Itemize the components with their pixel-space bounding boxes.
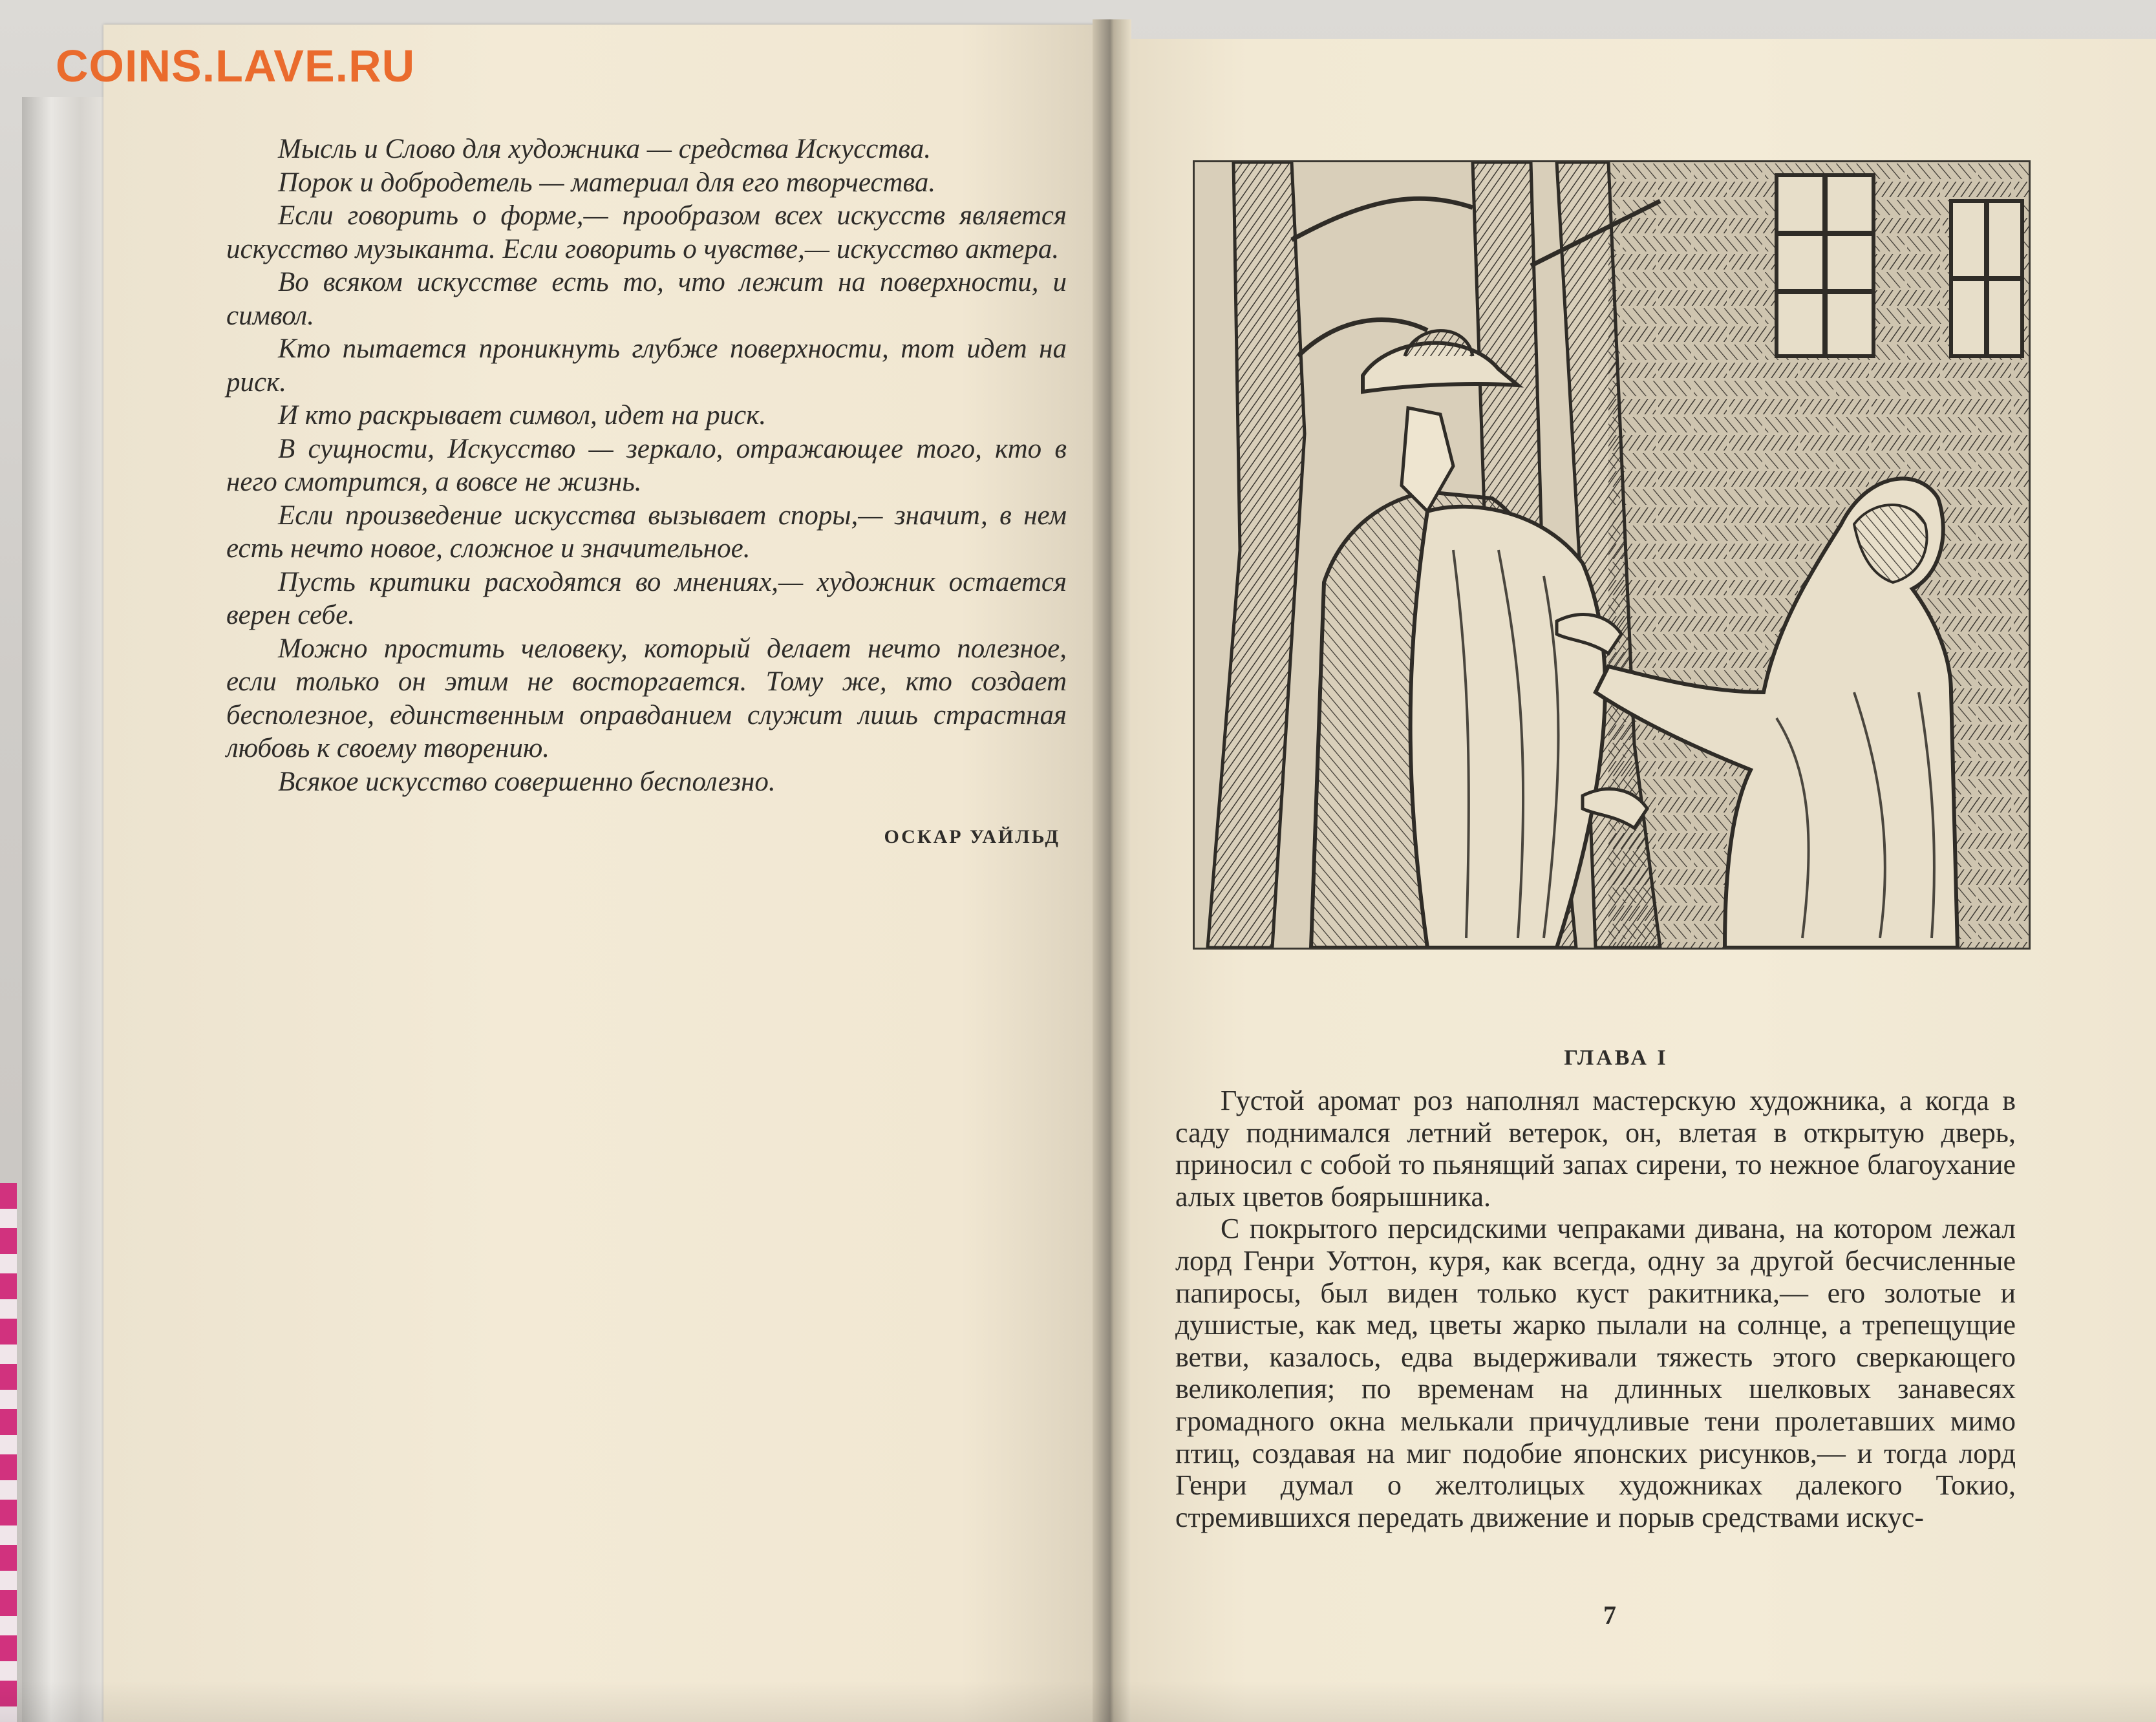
epigraph-line: Можно простить человеку, который делает нечто полезное, если только он этим не восторгается. Тому же, кто создает бесполезное, единственным оправданием служит лишь страстная любовь к своему творению. (226, 633, 1067, 763)
epigraph-line: Если произведение искусства вызывает споры,— значит, в нем есть нечто новое, сложное и значительное. (226, 500, 1067, 564)
bottom-shadow (0, 1681, 2156, 1722)
watermark-text: COINS.LAVE.RU (56, 41, 416, 91)
paragraph: С покрытого персидскими чепраками дивана, на котором лежал лорд Генри Уоттон, куря, как всегда, одну за другой бесчисленные папиросы, был виден только куст ракитника,— его золотые и душистые, как мед, цветы жарко пылали на солнце, а трепещущие ветви, казалось, едва выдерживали тяжесть этого сверкающего великолепия; по временам на длинных шелковых занавесях громадного окна мелькали причудливые тени пролетавших мимо птиц, создавая на миг подобие японских рисунков,— и тогда лорд Генри думал о желтолицых художниках далекого Токио, стремившихся передать движение и порыв средствами искус- (1175, 1213, 2016, 1533)
epigraph-line: Кто пытается проникнуть глубже поверхности, тот идет на риск. (226, 334, 1067, 398)
epigraph-line: Если говорить о форме,— прообразом всех искусств является искусство музыканта. Если говорить о чувстве,— искусство актера. (226, 200, 1067, 264)
epigraph-line: И кто раскрывает символ, идет на риск. (278, 400, 767, 430)
chapter-title: ГЛАВА I (1564, 1046, 1669, 1070)
epigraph-line: Порок и добродетель — материал для его творчества. (278, 167, 936, 198)
epigraph (226, 133, 1067, 798)
book-gutter (1093, 19, 1131, 1722)
engraving-image (1195, 162, 2029, 948)
epigraph-line: В сущности, Искусство — зеркало, отражающее того, кто в него смотрится, а вовсе не жизнь. (226, 433, 1067, 497)
pink-cloth (0, 1183, 17, 1722)
epigraph-line: Мысль и Слово для художника — средства Искусства. (278, 134, 932, 164)
paragraph: Густой аромат роз наполнял мастерскую художника, а когда в саду поднимался летний ветерок, он, влетая в открытую дверь, приносил с собой то пьянящий запах сирени, то нежное благоухание алых цветов боярышника. (1175, 1085, 2016, 1213)
epigraph-line: Пусть критики расходятся во мнениях,— художник остается верен себе. (226, 566, 1067, 630)
book-illustration (1193, 160, 2031, 950)
page-number: 7 (1603, 1600, 1616, 1630)
chapter-body (1175, 1085, 2016, 1533)
epigraph-line: Всякое искусство совершенно бесполезно. (278, 766, 776, 797)
author-signature: ОСКАР УАЙЛЬД (884, 826, 1060, 847)
epigraph-line: Во всяком искусстве есть то, что лежит на поверхности, и символ. (226, 267, 1067, 331)
